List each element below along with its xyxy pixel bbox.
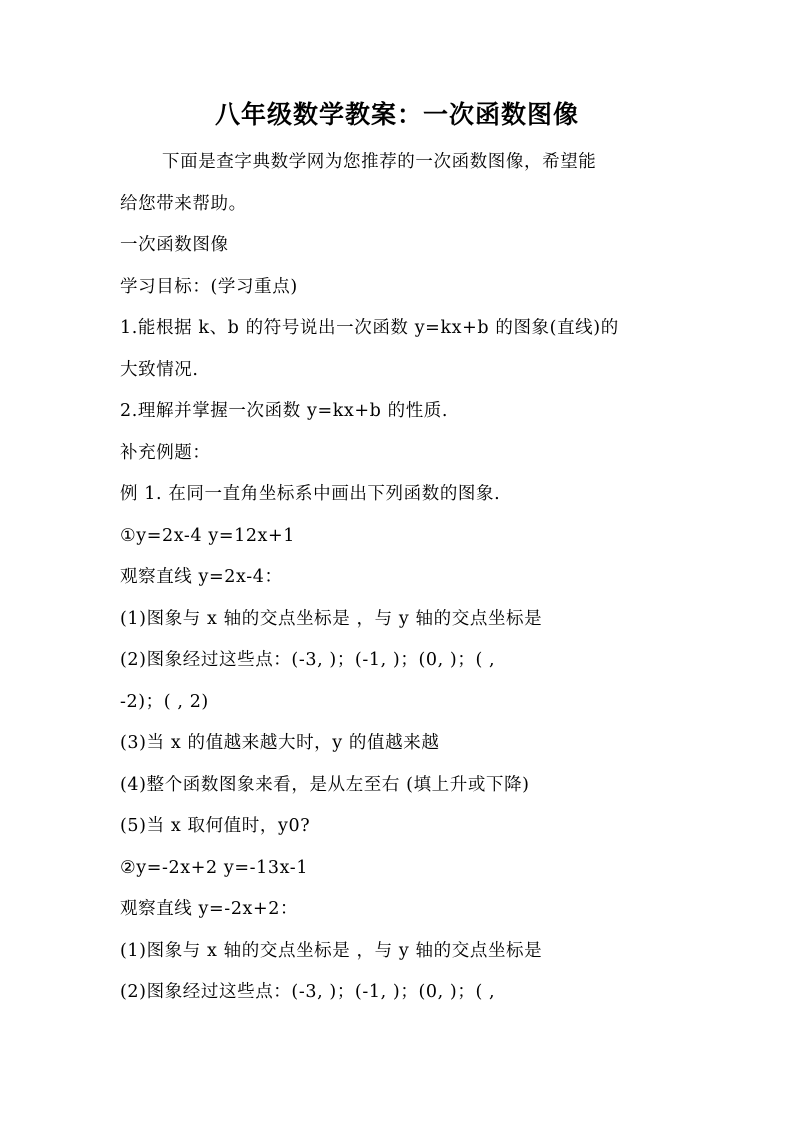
function-pair: ①y=2x-4 y=12x+1 [120,525,296,546]
question-item: (5)当 x 取何值时，y0? [120,816,311,836]
example-title: 例 1. 在同一直角坐标系中画出下列函数的图象. [120,484,501,504]
examples-heading: 补充例题： [120,442,211,463]
question-item-continued: -2)；( , 2) [120,691,209,712]
function-pair: ②y=-2x+2 y=-13x-1 [120,857,309,878]
learning-goals-heading: 学习目标：(学习重点) [120,276,298,297]
goal-item: 2.理解并掌握一次函数 y=kx+b 的性质. [120,401,449,421]
observe-line: 观察直线 y=2x-4： [120,567,283,587]
question-item: (2)图象经过这些点：(-3, )；(-1, )；(0, )；( , [120,650,496,670]
question-item: (3)当 x 的值越来越大时，y 的值越来越 [120,733,440,753]
paragraph-line: 下面是查字典数学网为您推荐的一次函数图像，希望能 [162,152,597,172]
section-heading: 一次函数图像 [120,235,229,255]
question-item: (1)图象与 x 轴的交点坐标是 ，与 y 轴的交点坐标是 [120,940,543,961]
question-item: (2)图象经过这些点：(-3, )；(-1, )；(0, )；( , [120,982,496,1002]
question-item: (4)整个函数图象来看，是从左至右 (填上升或下降) [120,774,530,795]
document-body [120,142,680,1014]
observe-line: 观察直线 y=-2x+2： [120,899,299,919]
document-title: 八年级数学教案：一次函数图像 [214,100,579,129]
goal-item-continued: 大致情况. [120,359,199,380]
question-item: (1)图象与 x 轴的交点坐标是 ，与 y 轴的交点坐标是 [120,608,543,629]
paragraph-line: 给您带来帮助。 [120,193,247,214]
goal-item: 1.能根据 k、b 的符号说出一次函数 y=kx+b 的图象(直线)的 [120,318,619,338]
